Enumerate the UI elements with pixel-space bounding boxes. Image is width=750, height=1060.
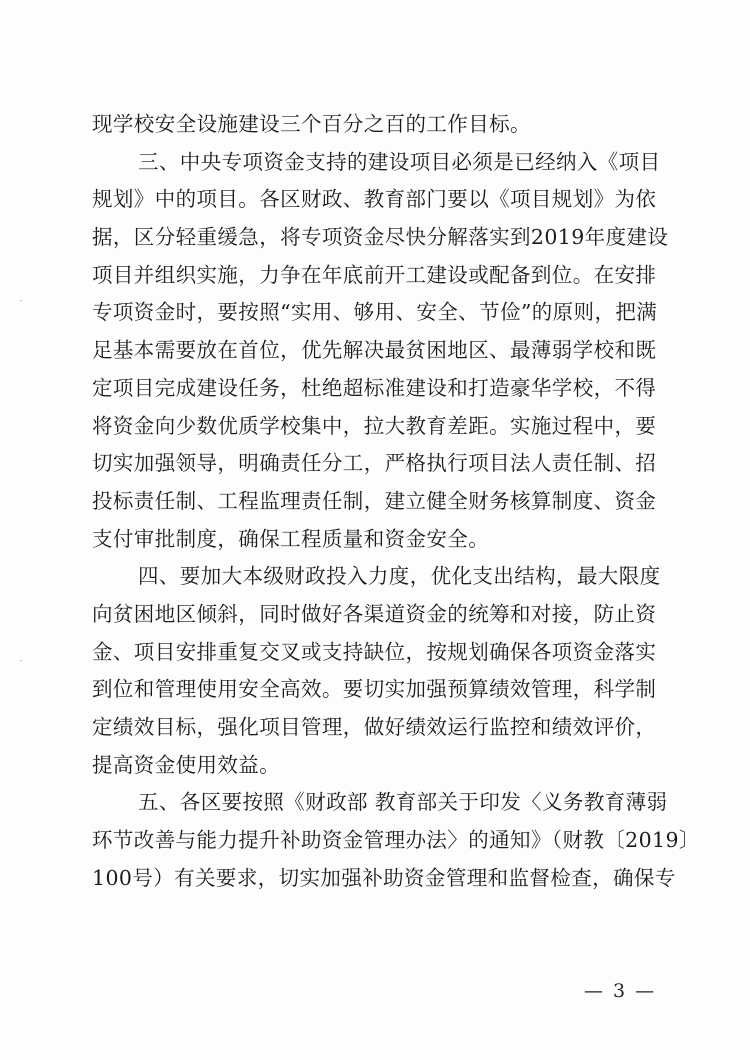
text-line-5: 项目并组织实施，力争在年底前开工建设或配备到位。在安排 [92,262,657,287]
text-line-21: 100号）有关要求，切实加强补助资金管理和监督检查，确保专 [92,865,676,890]
text-line-17: 定绩效目标，强化项目管理，做好绩效运行监控和绩效评价， [92,715,657,739]
text-line-6: 专项资金时，要按照“实用、够用、安全、节俭”的原则，把满 [92,300,658,325]
text-line-1: 现学校安全设施建设三个百分之百的工作目标。 [92,112,531,136]
text-line-9: 将资金向少数优质学校集中，拉大教育差距。实施过程中，要 [92,413,657,438]
scan-speck [20,660,22,661]
text-line-3: 规划》中的项目。各区财政、教育部门要以《项目规划》为依 [92,187,657,212]
text-line-18: 提高资金使用效益。 [92,752,281,777]
text-line-11: 投标责任制、工程监理责任制，建立健全财务核算制度、资金 [92,488,657,513]
text-line-16: 到位和管理使用安全高效。要切实加强预算绩效管理，科学制 [92,677,657,702]
text-line-7: 足基本需要放在首位，优先解决最贫困地区、最薄弱学校和既 [92,338,657,363]
text-line-20: 环节改善与能力提升补助资金管理办法〉的通知》（财教〔2019〕 [92,828,700,853]
text-line-8: 定项目完成建设任务，杜绝超标准建设和打造豪华学校，不得 [92,375,657,400]
text-line-19: 五、各区要按照《财政部 教育部关于印发〈义务教育薄弱 [138,790,668,815]
text-line-10: 切实加强领导，明确责任分工，严格执行项目法人责任制、招 [92,451,657,476]
text-line-13: 四、要加大本级财政投入力度，优化支出结构，最大限度 [138,564,661,589]
text-line-15: 金、项目安排重复交叉或支持缺位，按规划确保各项资金落实 [92,639,657,664]
text-line-4: 据，区分轻重缓急，将专项资金尽快分解落实到2019年度建设 [92,225,669,250]
scan-speck [20,300,22,301]
text-line-12: 支付审批制度，确保工程质量和资金安全。 [92,526,490,551]
document-body [92,106,700,897]
page-number: — 3 — [584,980,657,1002]
text-line-14: 向贫困地区倾斜，同时做好各渠道资金的统筹和对接，防止资 [92,601,657,626]
text-line-2: 三、中央专项资金支持的建设项目必须是已经纳入《项目 [138,149,661,174]
